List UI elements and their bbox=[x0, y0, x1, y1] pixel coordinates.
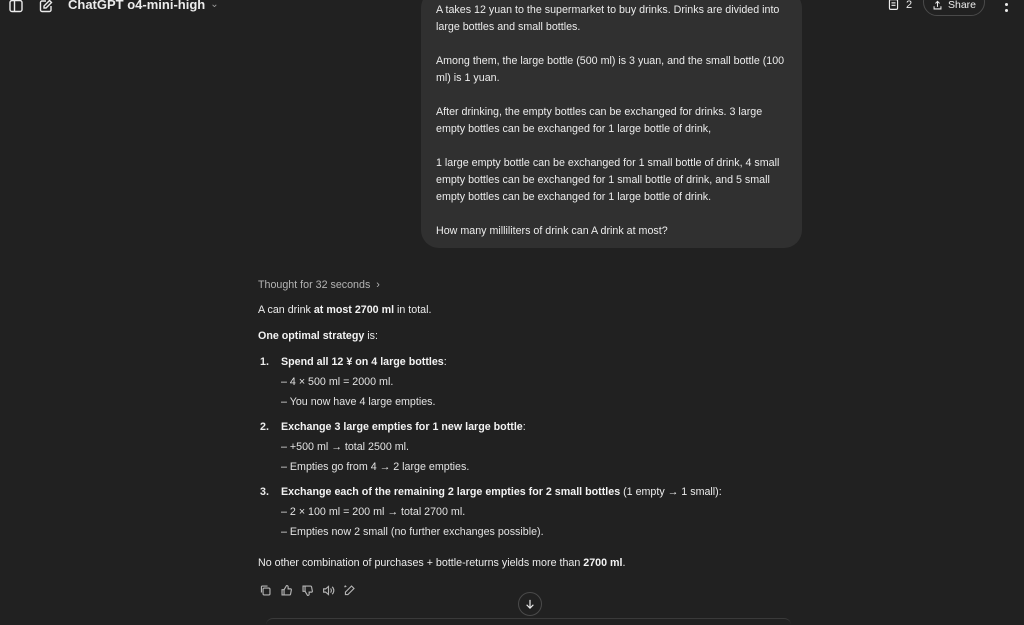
share-button[interactable] bbox=[923, 0, 985, 16]
strategy-text: is: bbox=[364, 330, 378, 342]
step-detail: – 4 × 500 ml = 2000 ml. bbox=[281, 376, 394, 388]
conclusion-bold: 2700 ml bbox=[583, 557, 623, 569]
message-actions bbox=[258, 583, 356, 597]
chevron-right-icon: › bbox=[376, 279, 380, 291]
arrow-down-icon bbox=[524, 598, 536, 610]
new-chat-icon[interactable] bbox=[38, 0, 54, 14]
step-detail: – Empties go from 4 → 2 large empties. bbox=[281, 461, 470, 473]
step-heading bbox=[281, 421, 526, 433]
step-heading-text: : bbox=[443, 356, 447, 368]
sidebar-icon[interactable] bbox=[8, 0, 24, 14]
strategy-line bbox=[258, 330, 378, 342]
step-detail: – You now have 4 large empties. bbox=[281, 396, 436, 408]
share-icon bbox=[932, 0, 943, 11]
answer-text-end: in total. bbox=[394, 304, 432, 316]
more-icon[interactable] bbox=[1000, 0, 1012, 13]
strategy-bold: One optimal strategy bbox=[258, 330, 365, 342]
user-paragraph: A takes 12 yuan to the supermarket to buy drinks. Drinks are divided into large bottles and small bottles. bbox=[436, 4, 780, 33]
step-number: 1. bbox=[260, 356, 269, 368]
step-heading-bold: Exchange 3 large empties for 1 new large bottle bbox=[281, 421, 523, 433]
step-detail: – Empties now 2 small (no further exchanges possible). bbox=[281, 526, 544, 538]
document-icon bbox=[887, 0, 900, 11]
share-label: Share bbox=[947, 0, 977, 11]
step-number: 3. bbox=[260, 486, 269, 498]
user-message bbox=[421, 0, 802, 248]
answer-text: A can drink bbox=[258, 304, 314, 316]
user-paragraph: How many milliliters of drink can A drink at most? bbox=[436, 225, 668, 237]
thought-label: Thought for 32 seconds bbox=[258, 279, 371, 291]
model-name: ChatGPT o4-mini-high bbox=[68, 0, 206, 12]
chevron-down-icon: ⌄ bbox=[210, 0, 219, 10]
documents-button[interactable] bbox=[887, 0, 912, 11]
conclusion-text-end: . bbox=[622, 557, 626, 569]
user-paragraph: 1 large empty bottle can be exchanged for 1 small bottle of drink, 4 small empty bottles can be exchanged for 1 small bottle of drink, and 5 small empty bottles can be exchanged for 1 large bottle of drink. bbox=[436, 157, 780, 203]
user-paragraph: After drinking, the empty bottles can be exchanged for drinks. 3 large empty bottles can be exchanged for 1 large bottle of drink, bbox=[436, 106, 763, 135]
read-aloud-icon[interactable] bbox=[321, 583, 335, 597]
conclusion-text: No other combination of purchases + bottle-returns yields more than bbox=[258, 557, 584, 569]
copy-icon[interactable] bbox=[258, 583, 272, 597]
step-heading bbox=[281, 356, 447, 368]
step-heading-text: (1 empty → 1 small): bbox=[620, 486, 722, 498]
step-detail: – 2 × 100 ml = 200 ml → total 2700 ml. bbox=[281, 506, 466, 518]
step-heading-bold: Exchange each of the remaining 2 large empties for 2 small bottles bbox=[281, 486, 621, 498]
scroll-down-button[interactable] bbox=[518, 592, 542, 616]
thumbs-up-icon[interactable] bbox=[279, 583, 293, 597]
model-selector[interactable] bbox=[68, 0, 219, 12]
user-paragraph: Among them, the large bottle (500 ml) is 3 yuan, and the small bottle (100 ml) is 1 yuan. bbox=[436, 55, 785, 84]
answer-line bbox=[258, 304, 431, 316]
step-heading-text: : bbox=[522, 421, 526, 433]
doc-count: 2 bbox=[906, 0, 913, 11]
answer-bold: at most 2700 ml bbox=[313, 304, 395, 316]
thought-toggle[interactable] bbox=[258, 279, 380, 291]
thumbs-down-icon[interactable] bbox=[300, 583, 314, 597]
conclusion-line bbox=[258, 557, 625, 569]
edit-icon[interactable] bbox=[342, 583, 356, 597]
step-heading bbox=[281, 486, 722, 498]
step-number: 2. bbox=[260, 421, 269, 433]
step-heading-bold: Spend all 12 ¥ on 4 large bottles bbox=[281, 356, 444, 368]
step-detail: – +500 ml → total 2500 ml. bbox=[281, 441, 410, 453]
